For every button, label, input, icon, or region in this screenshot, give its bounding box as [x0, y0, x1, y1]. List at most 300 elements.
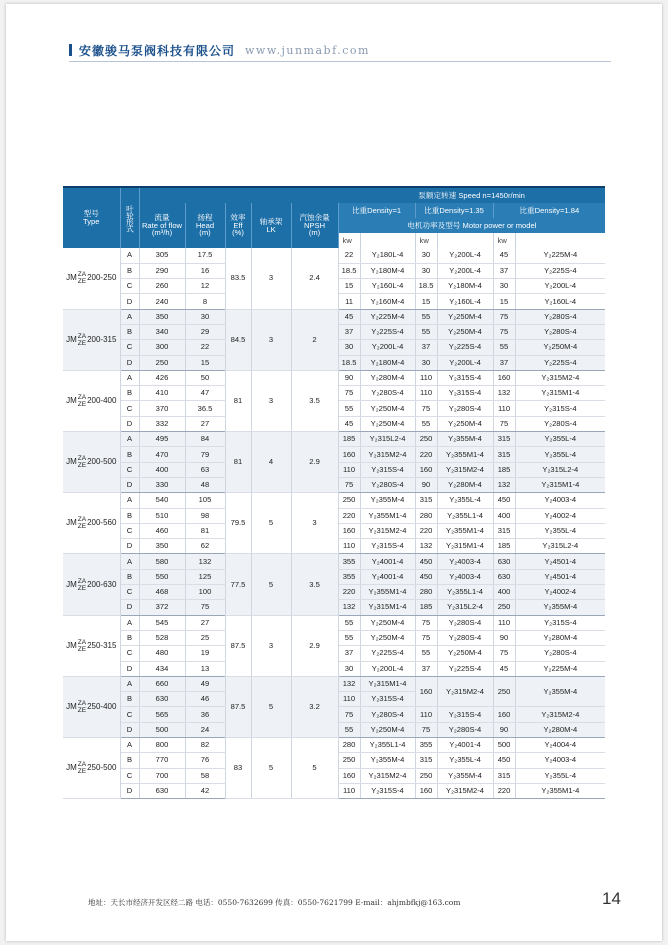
motor-kw-cell: 250 — [338, 493, 360, 508]
head-cell: 36 — [185, 707, 225, 722]
flow-cell: 340 — [139, 324, 185, 339]
motor-kw-cell: 160 — [415, 783, 437, 798]
motor-kw-cell: 110 — [493, 615, 515, 630]
col-header-eff: 效率 Eff (%) — [225, 203, 251, 248]
impeller-type-cell: A — [120, 738, 139, 753]
flow-cell: 332 — [139, 416, 185, 431]
company-url: www.junmabf.com — [245, 43, 370, 57]
head-cell: 17.5 — [185, 248, 225, 263]
motor-kw-cell: 315 — [493, 768, 515, 783]
impeller-type-cell: C — [120, 585, 139, 600]
bracket-cell: 4 — [251, 432, 291, 493]
motor-model-cell: Y₂355M-4 — [515, 600, 605, 615]
flow-cell: 330 — [139, 477, 185, 492]
head-cell: 125 — [185, 569, 225, 584]
impeller-type-cell: D — [120, 783, 139, 798]
flow-cell: 630 — [139, 783, 185, 798]
header-accent-bar — [69, 44, 72, 56]
head-cell: 47 — [185, 386, 225, 401]
impeller-type-cell: C — [120, 462, 139, 477]
motor-kw-cell: 45 — [338, 416, 360, 431]
motor-kw-cell: 110 — [338, 692, 360, 707]
model-cell: JMZA ZE200-630 — [63, 554, 120, 615]
model-variant: ZA ZE — [77, 577, 87, 592]
bracket-cell: 3 — [251, 615, 291, 676]
bracket-cell: 5 — [251, 554, 291, 615]
model-variant: ZA ZE — [77, 393, 87, 408]
motor-model-cell: Y₂355M1-4 — [515, 783, 605, 798]
motor-kw-cell: 132 — [338, 676, 360, 691]
motor-kw-cell: 185 — [493, 539, 515, 554]
motor-model-cell: Y₂250M-4 — [437, 416, 493, 431]
motor-kw-cell: 355 — [338, 554, 360, 569]
motor-kw-cell: 55 — [338, 722, 360, 737]
flow-cell: 580 — [139, 554, 185, 569]
motor-model-cell: Y₂280S-4 — [437, 722, 493, 737]
motor-kw-cell: 45 — [493, 248, 515, 263]
motor-kw-cell: 30 — [338, 661, 360, 676]
motor-model-cell: Y₂225S-4 — [360, 324, 415, 339]
motor-model-cell: Y₂280S-4 — [360, 477, 415, 492]
footer-contact: 地址：天长市经济开发区经二路 电话：0550-7632699 传真：0550-7621799 E-mail：ahjmbfkj@163.com — [88, 898, 461, 907]
motor-model-cell: Y₂225S-4 — [515, 355, 605, 370]
col-header-flow: 流量 Rate of flow (m³/h) — [139, 203, 185, 248]
motor-model-cell: Y₂250M-4 — [360, 416, 415, 431]
motor-kw-cell: 45 — [493, 661, 515, 676]
flow-cell: 305 — [139, 248, 185, 263]
motor-model-cell: Y₂315M2-4 — [437, 462, 493, 477]
kw-header-3: kw — [493, 233, 515, 248]
table-row — [63, 370, 605, 385]
motor-kw-cell: 220 — [415, 523, 437, 538]
bracket-cell: 5 — [251, 676, 291, 737]
motor-model-cell: Y₂355L1-4 — [360, 738, 415, 753]
flow-cell: 410 — [139, 386, 185, 401]
flow-cell: 528 — [139, 630, 185, 645]
impeller-type-cell: C — [120, 340, 139, 355]
col-header-head: 扬程 Head (m) — [185, 203, 225, 248]
flow-cell: 500 — [139, 722, 185, 737]
efficiency-cell: 87.5 — [225, 615, 251, 676]
impeller-type-cell: A — [120, 370, 139, 385]
motor-model-cell: Y₂4001-4 — [360, 569, 415, 584]
motor-model-cell: Y₂225S-4 — [515, 263, 605, 278]
motor-model-cell: Y₂250M-4 — [360, 722, 415, 737]
col-header-model: 型号 Type — [63, 187, 120, 248]
flow-cell: 468 — [139, 585, 185, 600]
motor-kw-cell: 75 — [493, 324, 515, 339]
table-row — [63, 554, 605, 569]
flow-cell: 372 — [139, 600, 185, 615]
npsh-cell: 2.4 — [291, 248, 338, 309]
head-cell: 98 — [185, 508, 225, 523]
impeller-type-cell: D — [120, 355, 139, 370]
motor-model-cell: Y₂355L-4 — [515, 447, 605, 462]
motor-kw-cell: 90 — [415, 477, 437, 492]
motor-kw-cell: 280 — [415, 585, 437, 600]
impeller-type-cell: A — [120, 248, 139, 263]
motor-kw-cell: 185 — [493, 462, 515, 477]
motor-kw-cell: 37 — [415, 340, 437, 355]
flow-cell: 565 — [139, 707, 185, 722]
motor-kw-cell: 315 — [493, 523, 515, 538]
flow-cell: 480 — [139, 646, 185, 661]
motor-model-cell: Y₂4002-4 — [515, 585, 605, 600]
motor-model-cell: Y₂250M-4 — [515, 340, 605, 355]
head-cell: 30 — [185, 309, 225, 324]
efficiency-cell: 87.5 — [225, 676, 251, 737]
motor-kw-cell: 450 — [493, 753, 515, 768]
head-cell: 36.5 — [185, 401, 225, 416]
motor-model-cell: Y₂315M1-4 — [515, 477, 605, 492]
motor-kw-cell: 37 — [415, 661, 437, 676]
model-size: 200-630 — [87, 579, 117, 589]
model-size: 250-500 — [87, 763, 117, 773]
impeller-type-cell: A — [120, 554, 139, 569]
model-variant: ZA ZE — [77, 516, 87, 531]
motor-kw-cell: 90 — [338, 370, 360, 385]
motor-model-cell: Y₂315S-4 — [515, 615, 605, 630]
impeller-type-cell: B — [120, 508, 139, 523]
motor-kw-cell: 132 — [415, 539, 437, 554]
motor-model-cell: Y₂4003-4 — [515, 753, 605, 768]
motor-model-cell: Y₂280S-4 — [360, 386, 415, 401]
motor-model-cell: Y₂280M-4 — [437, 477, 493, 492]
model-cell: JMZA ZE200-315 — [63, 309, 120, 370]
impeller-type-cell: B — [120, 692, 139, 707]
motor-model-cell: Y₂250M-4 — [437, 646, 493, 661]
motor-kw-cell: 355 — [338, 569, 360, 584]
motor-model-cell: Y₂355L1-4 — [437, 508, 493, 523]
motor-model-cell: Y₂315M2-4 — [515, 707, 605, 722]
model-variant: ZA ZE — [77, 271, 87, 286]
model-size: 200-400 — [87, 396, 117, 406]
flow-cell: 240 — [139, 294, 185, 309]
motor-kw-cell: 75 — [338, 477, 360, 492]
motor-kw-cell: 37 — [493, 263, 515, 278]
col-header-impeller: 叶轮形式 — [120, 187, 139, 248]
motor-kw-cell: 315 — [493, 432, 515, 447]
motor-model-cell: Y₂160L-4 — [515, 294, 605, 309]
model-cell: JMZA ZE250-315 — [63, 615, 120, 676]
motor-model-cell: Y₂315L2-4 — [515, 462, 605, 477]
motor-kw-cell: 30 — [415, 248, 437, 263]
motor-model-cell: Y₂4001-4 — [437, 738, 493, 753]
motor-kw-cell: 160 — [493, 370, 515, 385]
motor-kw-cell: 55 — [338, 401, 360, 416]
motor-model-cell: Y₂200L-4 — [515, 279, 605, 294]
motor-model-cell: Y₂280S-4 — [515, 309, 605, 324]
head-cell: 49 — [185, 676, 225, 691]
motor-model-cell: Y₂4501-4 — [515, 554, 605, 569]
head-cell: 22 — [185, 340, 225, 355]
motor-model-cell: Y₂315M2-4 — [360, 768, 415, 783]
flow-cell: 495 — [139, 432, 185, 447]
motor-kw-cell: 37 — [338, 646, 360, 661]
motor-kw-cell: 75 — [415, 722, 437, 737]
model-size: 250-315 — [87, 640, 117, 650]
flow-cell: 800 — [139, 738, 185, 753]
model-variant: ZA ZE — [77, 638, 87, 653]
motor-kw-cell: 37 — [493, 355, 515, 370]
motor-model-cell: Y₂355L-4 — [515, 432, 605, 447]
motor-kw-cell: 55 — [338, 615, 360, 630]
motor-model-cell: Y₂315L2-4 — [515, 539, 605, 554]
head-cell: 58 — [185, 768, 225, 783]
model-size: 200-560 — [87, 518, 117, 528]
motor-kw-cell: 630 — [493, 554, 515, 569]
motor-kw-cell: 55 — [415, 324, 437, 339]
motor-kw-cell: 75 — [493, 416, 515, 431]
flow-cell: 350 — [139, 539, 185, 554]
motor-kw-cell: 160 — [338, 523, 360, 538]
motor-kw-cell: 15 — [338, 279, 360, 294]
motor-kw-cell: 15 — [493, 294, 515, 309]
kw-header-1: kw — [338, 233, 360, 248]
motor-model-cell: Y₂4001-4 — [360, 554, 415, 569]
head-cell: 25 — [185, 630, 225, 645]
motor-model-cell: Y₂200L-4 — [437, 263, 493, 278]
motor-model-cell: Y₂200L-4 — [437, 355, 493, 370]
model-cell: JMZA ZE250-400 — [63, 676, 120, 737]
head-cell: 24 — [185, 722, 225, 737]
motor-model-cell: Y₂355M-4 — [515, 676, 605, 707]
flow-cell: 434 — [139, 661, 185, 676]
flow-cell: 400 — [139, 462, 185, 477]
head-cell: 50 — [185, 370, 225, 385]
npsh-cell: 2 — [291, 309, 338, 370]
motor-model-cell: Y₂355M1-4 — [437, 523, 493, 538]
motor-model-cell: Y₂315M1-4 — [437, 539, 493, 554]
motor-kw-cell: 75 — [415, 401, 437, 416]
motor-kw-cell: 315 — [493, 447, 515, 462]
motor-model-cell: Y₂355M1-4 — [437, 447, 493, 462]
impeller-type-cell: B — [120, 630, 139, 645]
motor-kw-cell: 75 — [338, 386, 360, 401]
page-number: 14 — [602, 889, 621, 908]
motor-kw-cell: 30 — [493, 279, 515, 294]
impeller-type-cell: B — [120, 324, 139, 339]
motor-model-cell: Y₂355L-4 — [437, 493, 493, 508]
motor-kw-cell: 110 — [338, 539, 360, 554]
motor-model-cell: Y₂280S-4 — [437, 615, 493, 630]
speed-header: 泵额定转速 Speed n=1450r/min — [338, 187, 605, 203]
motor-kw-cell: 250 — [415, 768, 437, 783]
model-cell: JMZA ZE250-500 — [63, 738, 120, 799]
motor-model-cell: Y₂4003-4 — [437, 554, 493, 569]
table-row — [63, 309, 605, 324]
motor-model-cell: Y₂4004-4 — [515, 738, 605, 753]
head-cell: 27 — [185, 416, 225, 431]
impeller-type-cell: C — [120, 707, 139, 722]
motor-kw-cell: 250 — [493, 676, 515, 707]
density-135-header: 比重Density=1.35 — [415, 203, 493, 218]
motor-model-cell: Y₂355M-4 — [360, 493, 415, 508]
impeller-type-cell: B — [120, 753, 139, 768]
motor-model-cell: Y₂315M2-4 — [437, 783, 493, 798]
motor-model-cell: Y₂315M1-4 — [360, 600, 415, 615]
flow-cell: 300 — [139, 340, 185, 355]
motor-model-cell: Y₂315S-4 — [360, 692, 415, 707]
motor-kw-cell: 55 — [415, 646, 437, 661]
motor-model-cell: Y₂280S-4 — [515, 646, 605, 661]
motor-model-cell: Y₂250M-4 — [437, 309, 493, 324]
impeller-type-cell: D — [120, 600, 139, 615]
bracket-cell: 3 — [251, 309, 291, 370]
npsh-cell: 3.5 — [291, 370, 338, 431]
motor-kw-cell: 280 — [338, 738, 360, 753]
motor-model-cell: Y₂200L-4 — [437, 248, 493, 263]
npsh-cell: 5 — [291, 738, 338, 799]
impeller-type-cell: D — [120, 661, 139, 676]
head-cell: 42 — [185, 783, 225, 798]
impeller-type-cell: D — [120, 477, 139, 492]
motor-model-cell: Y₂250M-4 — [360, 630, 415, 645]
model-cell: JMZA ZE200-250 — [63, 248, 120, 309]
impeller-type-cell: A — [120, 676, 139, 691]
motor-kw-cell: 90 — [493, 722, 515, 737]
npsh-cell: 3.2 — [291, 676, 338, 737]
motor-kw-cell: 160 — [493, 707, 515, 722]
motor-model-cell: Y₂225S-4 — [437, 661, 493, 676]
motor-model-cell: Y₂355M1-4 — [360, 508, 415, 523]
motor-kw-cell: 110 — [415, 370, 437, 385]
head-cell: 81 — [185, 523, 225, 538]
motor-kw-cell: 160 — [338, 447, 360, 462]
motor-model-cell: Y₂280S-4 — [437, 630, 493, 645]
motor-kw-cell: 355 — [415, 738, 437, 753]
head-cell: 105 — [185, 493, 225, 508]
model-size: 200-500 — [87, 457, 117, 467]
table-row — [63, 432, 605, 447]
motor-kw-cell: 75 — [493, 646, 515, 661]
efficiency-cell: 83 — [225, 738, 251, 799]
motor-model-cell: Y₂315S-4 — [437, 370, 493, 385]
motor-model-cell: Y₂225S-4 — [437, 340, 493, 355]
kw-header-2: kw — [415, 233, 437, 248]
motor-model-cell: Y₂280S-4 — [515, 324, 605, 339]
motor-model-cell: Y₂280M-4 — [360, 370, 415, 385]
bracket-cell: 3 — [251, 370, 291, 431]
motor-kw-cell: 55 — [415, 416, 437, 431]
motor-model-cell: Y₂180L-4 — [360, 248, 415, 263]
header — [69, 42, 370, 58]
motor-model-cell: Y₂315M2-4 — [360, 447, 415, 462]
model-variant: ZA ZE — [77, 761, 87, 776]
motor-kw-cell: 185 — [338, 432, 360, 447]
motor-model-cell: Y₂160M-4 — [360, 294, 415, 309]
motor-model-cell: Y₂315S-4 — [360, 462, 415, 477]
motor-model-cell: Y₂4003-4 — [515, 493, 605, 508]
motor-kw-cell: 220 — [338, 508, 360, 523]
motor-kw-cell: 500 — [493, 738, 515, 753]
motor-kw-cell: 75 — [415, 630, 437, 645]
head-cell: 15 — [185, 355, 225, 370]
motor-model-cell: Y₂355M1-4 — [360, 585, 415, 600]
impeller-type-cell: A — [120, 493, 139, 508]
motor-kw-cell: 55 — [493, 340, 515, 355]
motor-model-cell: Y₂315M1-4 — [360, 676, 415, 691]
impeller-type-cell: A — [120, 309, 139, 324]
table-row — [63, 493, 605, 508]
motor-model-cell: Y₂355L-4 — [515, 523, 605, 538]
motor-model-cell: Y₂225M-4 — [515, 661, 605, 676]
flow-cell: 260 — [139, 279, 185, 294]
impeller-type-cell: A — [120, 432, 139, 447]
model-size: 250-400 — [87, 702, 117, 712]
impeller-type-cell: B — [120, 447, 139, 462]
flow-cell: 545 — [139, 615, 185, 630]
head-cell: 48 — [185, 477, 225, 492]
flow-cell: 470 — [139, 447, 185, 462]
model-header-3 — [515, 233, 605, 248]
head-cell: 75 — [185, 600, 225, 615]
motor-model-cell: Y₂250M-4 — [360, 615, 415, 630]
motor-model-cell: Y₂225M-4 — [360, 309, 415, 324]
flow-cell: 426 — [139, 370, 185, 385]
impeller-type-cell: D — [120, 722, 139, 737]
motor-kw-cell: 450 — [415, 554, 437, 569]
head-cell: 13 — [185, 661, 225, 676]
model-variant: ZA ZE — [77, 699, 87, 714]
motor-kw-cell: 18.5 — [415, 279, 437, 294]
motor-model-cell: Y₂280M-4 — [515, 722, 605, 737]
impeller-type-cell: C — [120, 646, 139, 661]
motor-model-cell: Y₂355M-4 — [437, 432, 493, 447]
motor-kw-cell: 75 — [415, 615, 437, 630]
motor-model-cell: Y₂280S-4 — [360, 707, 415, 722]
motor-kw-cell: 250 — [415, 432, 437, 447]
motor-model-cell: Y₂4003-4 — [437, 569, 493, 584]
motor-kw-cell: 18.5 — [338, 263, 360, 278]
motor-kw-cell: 55 — [338, 630, 360, 645]
table-row — [63, 676, 605, 691]
motor-kw-cell: 30 — [415, 355, 437, 370]
motor-model-cell: Y₂280M-4 — [515, 630, 605, 645]
col-header-bracket: 轴承架 LK — [251, 203, 291, 248]
model-size: 200-315 — [87, 334, 117, 344]
motor-model-cell: Y₂315M2-4 — [360, 523, 415, 538]
motor-kw-cell: 250 — [338, 753, 360, 768]
motor-model-cell: Y₂4002-4 — [515, 508, 605, 523]
model-cell: JMZA ZE200-500 — [63, 432, 120, 493]
efficiency-cell: 83.5 — [225, 248, 251, 309]
motor-kw-cell: 11 — [338, 294, 360, 309]
head-cell: 132 — [185, 554, 225, 569]
motor-kw-cell: 315 — [415, 493, 437, 508]
table-row — [63, 615, 605, 630]
model-variant: ZA ZE — [77, 332, 87, 347]
motor-model-cell: Y₂315M2-4 — [515, 370, 605, 385]
efficiency-cell: 81 — [225, 432, 251, 493]
impeller-type-cell: B — [120, 386, 139, 401]
model-header-1 — [360, 233, 415, 248]
company-name: 安徽骏马泵阀科技有限公司 — [79, 43, 236, 58]
motor-kw-cell: 160 — [415, 462, 437, 477]
head-cell: 76 — [185, 753, 225, 768]
head-cell: 29 — [185, 324, 225, 339]
motor-kw-cell: 450 — [415, 569, 437, 584]
motor-model-cell: Y₂225S-4 — [360, 646, 415, 661]
head-cell: 84 — [185, 432, 225, 447]
motor-kw-cell: 45 — [338, 309, 360, 324]
impeller-type-cell: D — [120, 416, 139, 431]
motor-kw-cell: 22 — [338, 248, 360, 263]
motor-kw-cell: 220 — [493, 783, 515, 798]
model-size: 200-250 — [87, 273, 117, 283]
motor-kw-cell: 132 — [493, 386, 515, 401]
motor-model-cell: Y₂280S-4 — [515, 416, 605, 431]
